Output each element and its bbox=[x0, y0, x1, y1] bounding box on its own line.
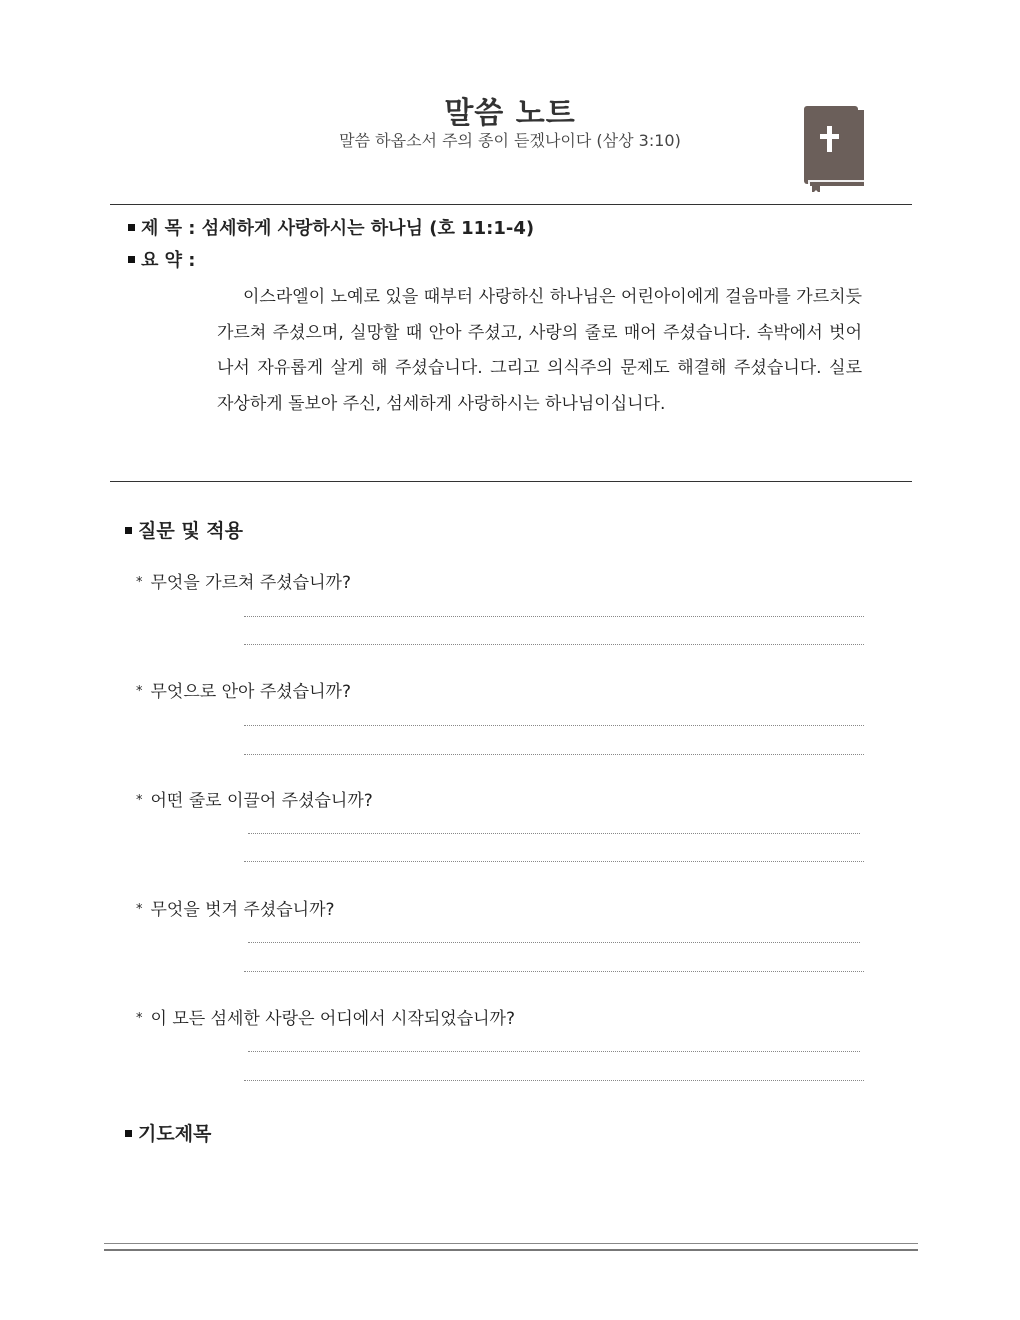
asterisk-marker: * bbox=[136, 902, 143, 917]
answer-line[interactable] bbox=[244, 725, 864, 726]
square-bullet-icon bbox=[128, 224, 135, 231]
answer-line[interactable] bbox=[248, 833, 860, 834]
page-subtitle: 말씀 하옵소서 주의 종이 듣겠나이다 (삼상 3:10) bbox=[339, 131, 681, 150]
questions-heading-row bbox=[125, 516, 243, 543]
sermon-title: 제 목 : 섬세하게 사랑하시는 하나님 (호 11:1-4) bbox=[141, 218, 535, 239]
answer-line[interactable] bbox=[244, 754, 864, 755]
question-item bbox=[136, 568, 351, 593]
question-text: 무엇을 벗겨 주셨습니까? bbox=[150, 900, 335, 920]
question-text: 어떤 줄로 이끌어 주셨습니까? bbox=[150, 791, 373, 811]
summary-label: 요 약 : bbox=[141, 250, 196, 271]
asterisk-marker: * bbox=[136, 1011, 143, 1026]
footer-divider bbox=[104, 1243, 918, 1251]
question-text: 무엇을 가르쳐 주셨습니까? bbox=[150, 573, 351, 593]
question-item bbox=[136, 1004, 515, 1029]
summary-divider bbox=[110, 481, 912, 482]
question-item bbox=[136, 895, 335, 920]
question-item bbox=[136, 786, 373, 811]
answer-line[interactable] bbox=[248, 1051, 860, 1052]
sermon-title-row bbox=[128, 214, 534, 240]
summary-text: 이스라엘이 노예로 있을 때부터 사랑하신 하나님은 어린아이에게 걸음마를 가르치듯 가르쳐 주셨으며, 실망할 때 안아 주셨고, 사랑의 줄로 매어 주셨습니다. 속박에서 벗어나서 자유롭게 살게 해 주셨습니다. 그리고 의식주의 문제도 해결해 주셨습니다. 실로 자상하게 돌보아 주신, 섬세하게 사랑하시는 하나님이십니다. bbox=[217, 287, 862, 414]
square-bullet-icon bbox=[125, 1130, 132, 1137]
bible-cross-icon bbox=[800, 104, 868, 192]
asterisk-marker: * bbox=[136, 575, 143, 590]
header-divider bbox=[110, 204, 912, 205]
square-bullet-icon bbox=[128, 256, 135, 263]
page-title: 말씀 노트 bbox=[444, 96, 576, 131]
answer-line[interactable] bbox=[244, 644, 864, 645]
square-bullet-icon bbox=[125, 527, 132, 534]
summary-label-row bbox=[128, 246, 196, 272]
prayer-heading: 기도제목 bbox=[138, 1123, 212, 1145]
answer-line[interactable] bbox=[244, 1080, 864, 1081]
answer-line[interactable] bbox=[244, 971, 864, 972]
answer-line[interactable] bbox=[244, 616, 864, 617]
questions-heading: 질문 및 적용 bbox=[138, 520, 243, 542]
question-item bbox=[136, 677, 351, 702]
question-text: 이 모든 섬세한 사랑은 어디에서 시작되었습니까? bbox=[150, 1009, 515, 1029]
question-text: 무엇으로 안아 주셨습니까? bbox=[150, 682, 351, 702]
prayer-heading-row bbox=[125, 1119, 211, 1146]
asterisk-marker: * bbox=[136, 793, 143, 808]
answer-line[interactable] bbox=[244, 861, 864, 862]
asterisk-marker: * bbox=[136, 684, 143, 699]
answer-line[interactable] bbox=[248, 942, 860, 943]
